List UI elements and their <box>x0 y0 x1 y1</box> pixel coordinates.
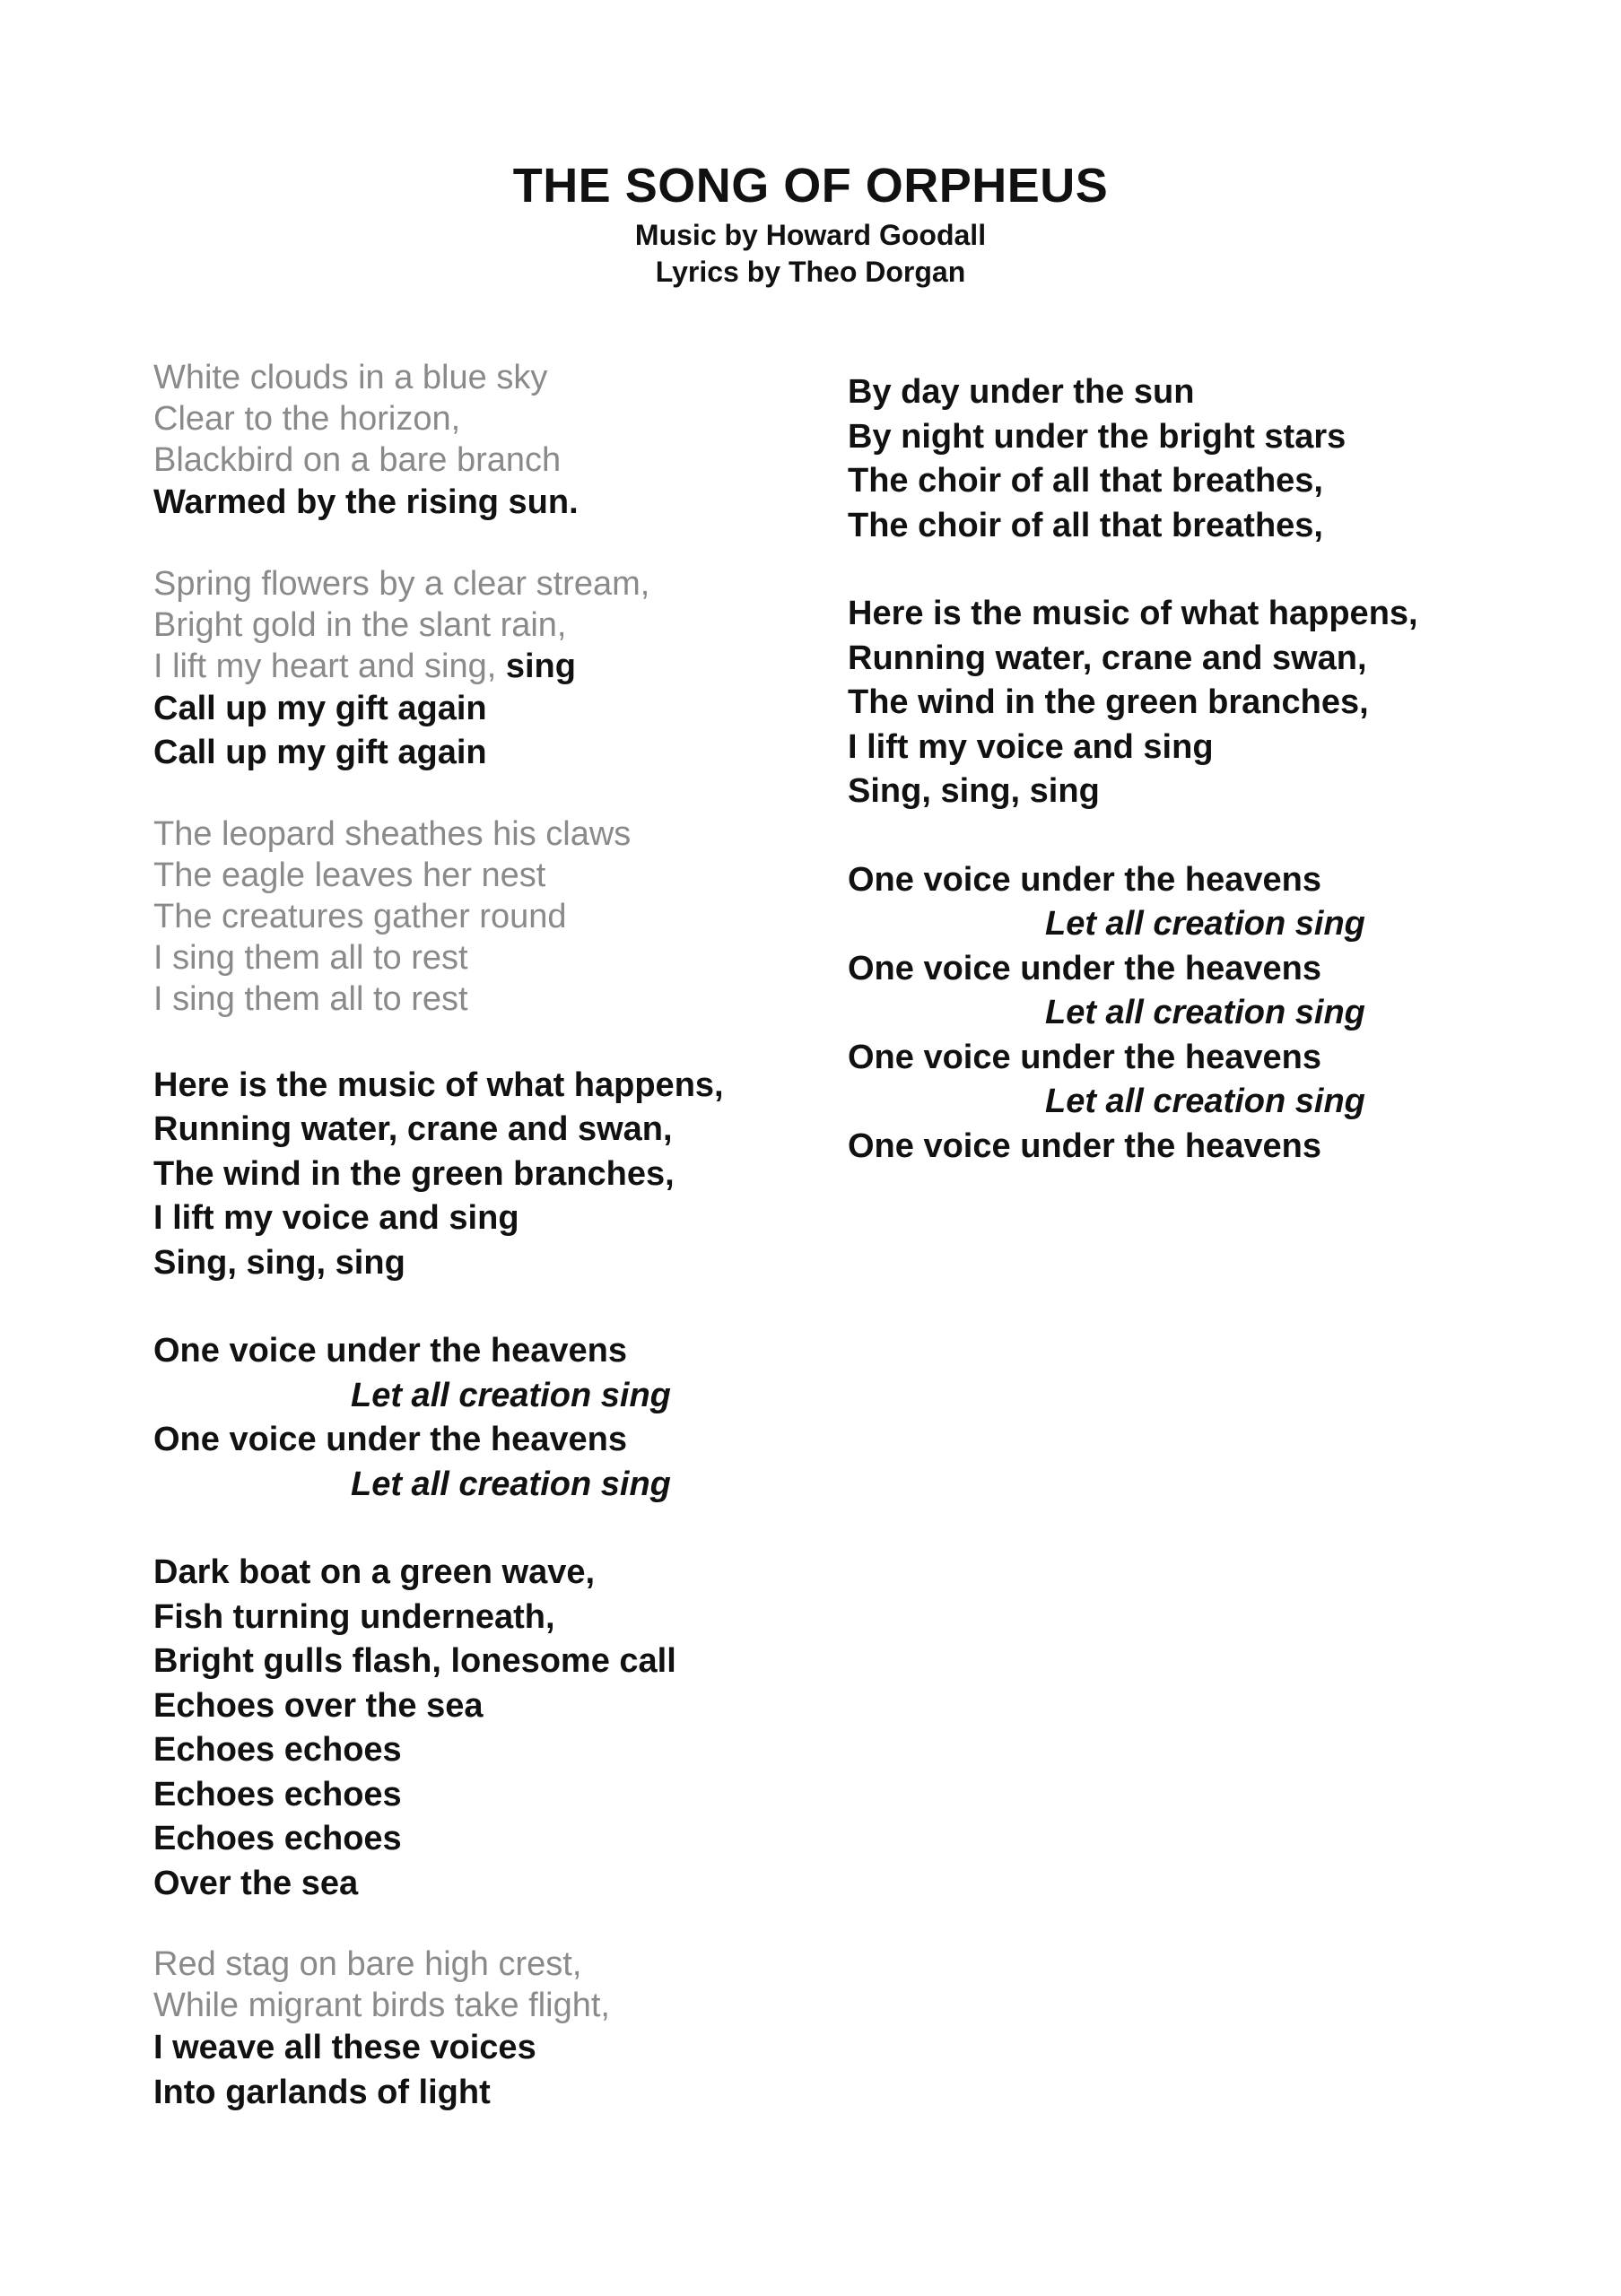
stanza <box>153 1329 925 1507</box>
lyric-text: Dark boat on a green wave, <box>153 1553 596 1591</box>
lyric-text: Spring flowers by a clear stream, <box>153 564 650 603</box>
lyric-text: Running water, crane and swan, <box>848 639 1367 677</box>
lyric-text: Sing, sing, sing <box>153 1243 405 1282</box>
lyric-text: The leopard sheathes his claws <box>153 814 632 853</box>
lyric-line <box>153 2026 925 2071</box>
lyric-text: One voice under the heavens <box>848 949 1321 987</box>
lyric-text: Echoes echoes <box>153 1820 402 1857</box>
lyric-text: I lift my voice and sing <box>848 727 1214 766</box>
lyric-line <box>848 947 1619 992</box>
lyric-text: White clouds in a blue sky <box>153 359 548 396</box>
stanza-gap <box>848 548 1619 592</box>
refrain-line <box>848 1080 1619 1125</box>
lyric-line <box>848 726 1619 770</box>
lyric-text: One voice under the heavens <box>848 1038 1321 1076</box>
lyric-text: Call up my gift again <box>153 689 487 727</box>
lyric-line <box>153 1817 925 1862</box>
refrain-line <box>153 1374 925 1419</box>
music-credit: Music by Howard Goodall <box>634 219 987 251</box>
lyric-line <box>848 504 1619 549</box>
refrain-line <box>848 991 1619 1036</box>
lyric-line <box>153 1152 925 1197</box>
lyric-line <box>153 398 925 439</box>
lyric-line <box>848 459 1619 504</box>
lyric-text: While migrant birds take flight, <box>153 1987 610 2024</box>
lyric-line <box>848 770 1619 814</box>
lyric-text: Into garlands of light <box>153 2073 491 2111</box>
lyric-line <box>153 855 925 896</box>
lyric-line <box>153 813 925 855</box>
lyric-text: Echoes over the sea <box>153 1686 484 1725</box>
lyric-text: Echoes echoes <box>153 1731 402 1769</box>
lyric-text: Echoes echoes <box>153 1775 402 1813</box>
lyric-line <box>153 439 925 481</box>
stanza <box>153 1064 925 1286</box>
lyric-line <box>153 687 925 732</box>
lyric-line <box>848 1125 1619 1170</box>
stanza <box>848 858 1619 1170</box>
lyric-line <box>153 731 925 776</box>
lyric-line <box>848 858 1619 903</box>
lyric-line <box>153 1596 925 1640</box>
lyric-text: Warmed by the rising sun. <box>153 483 579 521</box>
lyric-text: One voice under the heavens <box>153 1332 627 1370</box>
lyric-text: One voice under the heavens <box>848 1126 1321 1165</box>
refrain-line <box>153 1463 925 1508</box>
lyric-line <box>153 357 925 398</box>
lyric-text: Let all creation sing <box>351 1376 671 1414</box>
lyric-text: Over the sea <box>153 1864 359 1902</box>
lyric-text: Here is the music of what happens, <box>848 595 1418 632</box>
lyric-text: By day under the sun <box>848 373 1195 411</box>
lyric-text: I sing them all to rest <box>153 979 468 1018</box>
lyric-text: Let all creation sing <box>1045 994 1365 1031</box>
lyric-line <box>153 978 925 1020</box>
lyrics-credit: Lyrics by Theo Dorgan <box>655 256 966 288</box>
lyric-line <box>153 1551 925 1596</box>
lyric-text: Let all creation sing <box>1045 1083 1365 1120</box>
lyric-text: Bright gulls flash, lonesome call <box>153 1642 676 1680</box>
lyric-text: One voice under the heavens <box>848 860 1321 899</box>
lyric-emphasis: sing <box>496 647 576 685</box>
lyric-text: The creatures gather round <box>153 897 567 935</box>
stanza <box>153 563 925 776</box>
lyric-text: I lift my heart and sing, <box>153 647 497 685</box>
stanza-gap <box>153 1020 925 1064</box>
stanza-gap <box>153 1906 925 1944</box>
lyric-line <box>848 370 1619 415</box>
stanza <box>153 357 925 526</box>
lyric-text: Running water, crane and swan, <box>153 1110 673 1148</box>
lyric-line <box>153 604 925 646</box>
lyric-text: I lift my voice and sing <box>153 1199 519 1237</box>
lyric-text: Let all creation sing <box>351 1465 671 1503</box>
lyric-text: Blackbird on a bare branch <box>153 441 562 479</box>
lyric-line <box>848 592 1619 637</box>
lyric-text: The wind in the green branches, <box>848 683 1369 721</box>
lyric-line <box>848 1036 1619 1081</box>
left-column <box>153 357 925 2115</box>
lyric-text: Fish turning underneath, <box>153 1597 555 1636</box>
stanza <box>848 370 1619 548</box>
lyric-text: Call up my gift again <box>153 734 487 771</box>
stanza-gap <box>848 814 1619 858</box>
lyric-line <box>153 1728 925 1773</box>
lyric-text: The choir of all that breathes, <box>848 506 1323 544</box>
lyric-line <box>848 637 1619 682</box>
lyric-text: I weave all these voices <box>153 2029 536 2066</box>
document-title: THE SONG OF ORPHEUS <box>512 159 1109 213</box>
lyric-text: By night under the bright stars <box>848 417 1346 456</box>
lyric-line <box>848 681 1619 726</box>
lyric-line <box>153 646 925 687</box>
stanza-gap <box>153 776 925 813</box>
lyric-text: Bright gold in the slant rain, <box>153 605 567 644</box>
stanza <box>848 592 1619 814</box>
stanza <box>153 1551 925 1906</box>
lyric-line <box>153 1639 925 1684</box>
lyric-text: Red stag on bare high crest, <box>153 1945 582 1983</box>
refrain-line <box>848 902 1619 947</box>
lyric-line <box>153 1108 925 1152</box>
lyric-line <box>153 1418 925 1463</box>
lyric-line <box>153 1862 925 1907</box>
lyric-line <box>153 937 925 978</box>
lyric-line <box>153 1329 925 1374</box>
lyric-text: Here is the music of what happens, <box>153 1065 724 1104</box>
lyric-line <box>153 2071 925 2116</box>
lyric-line <box>153 563 925 604</box>
lyric-text: The eagle leaves her nest <box>153 856 546 894</box>
lyric-line <box>153 481 925 526</box>
lyric-line <box>153 1985 925 2026</box>
lyric-line <box>153 896 925 937</box>
lyric-line <box>153 1684 925 1729</box>
lyric-text: Clear to the horizon, <box>153 400 461 438</box>
lyric-text: I sing them all to rest <box>153 938 468 977</box>
lyric-text: One voice under the heavens <box>153 1421 627 1458</box>
stanza-gap <box>153 1507 925 1551</box>
stanza <box>153 1944 925 2115</box>
stanza-gap <box>153 1285 925 1329</box>
lyric-line <box>848 415 1619 460</box>
right-column <box>848 370 1619 1169</box>
stanza-gap <box>153 526 925 563</box>
lyric-text: Let all creation sing <box>1045 905 1365 943</box>
lyric-text: The choir of all that breathes, <box>848 462 1323 500</box>
lyric-line <box>153 1773 925 1818</box>
lyric-text: Sing, sing, sing <box>848 772 1100 810</box>
stanza <box>153 813 925 1020</box>
lyric-line <box>153 1241 925 1286</box>
lyric-text: The wind in the green branches, <box>153 1154 675 1193</box>
lyric-line <box>153 1944 925 1985</box>
lyric-line <box>153 1064 925 1109</box>
lyric-line <box>153 1196 925 1241</box>
